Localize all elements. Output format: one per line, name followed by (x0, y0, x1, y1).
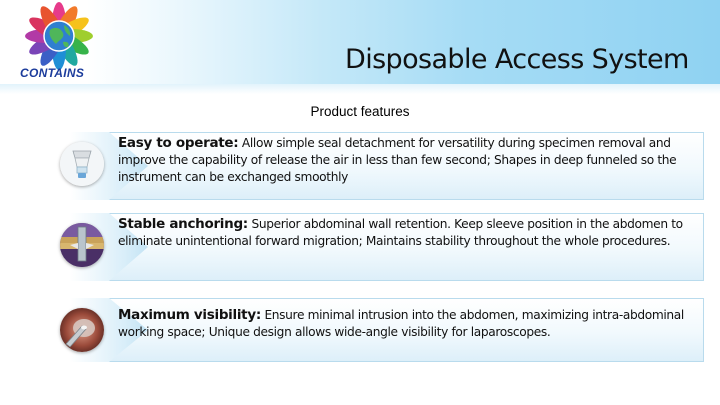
laparoscope-view-icon (60, 308, 104, 352)
feature-text (118, 216, 690, 250)
feature-card-easy-to-operate (56, 132, 704, 200)
feature-text (118, 135, 690, 186)
feature-body: Ensure minimal intrusion into the abdomen, maximizing intra-abdominal working space; Unique design allows wide-angle visibility for laparoscopes. (118, 308, 684, 339)
feature-body: Superior abdominal wall retention. Keep sleeve position in the abdomen to eliminate unintentional forward migration; Maintains stability throughout the whole procedures. (118, 217, 683, 248)
feature-heading: Stable anchoring: (118, 216, 248, 232)
feature-heading: Easy to operate: (118, 135, 239, 151)
feature-card-stable-anchoring (56, 213, 704, 281)
feature-heading: Maximum visibility: (118, 307, 261, 323)
header-shadow (0, 84, 720, 94)
logo-text: CONTAINS (20, 66, 85, 80)
feature-card-maximum-visibility (56, 298, 704, 362)
feature-text (118, 307, 690, 341)
seal-cap-icon (60, 142, 104, 186)
feature-body: Allow simple seal detachment for versatility during specimen removal and improve the capability of release the air in less than few second; Shapes in deep funneled so the instrument can be exchanged smoothly (118, 136, 677, 184)
section-subtitle: Product features (310, 104, 410, 119)
slide-title: Disposable Access System (345, 44, 689, 75)
abdominal-anchor-icon (60, 223, 104, 267)
